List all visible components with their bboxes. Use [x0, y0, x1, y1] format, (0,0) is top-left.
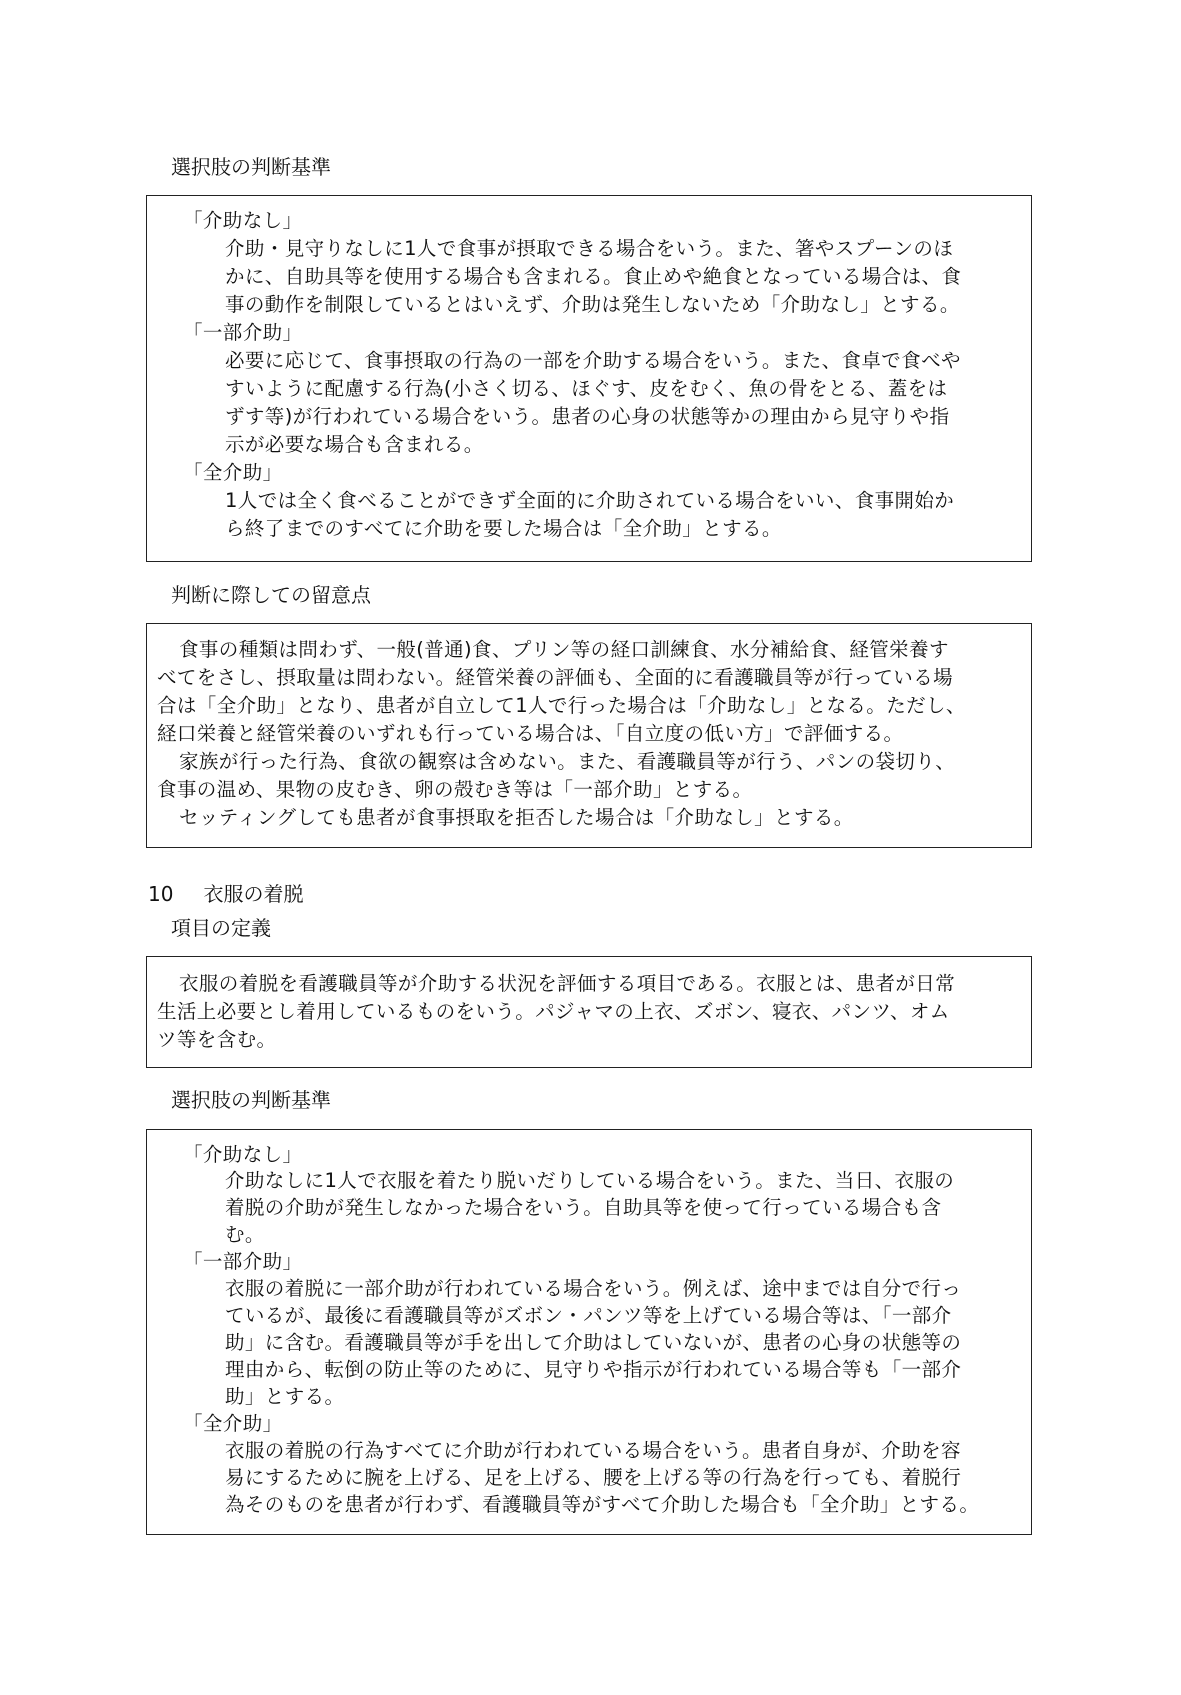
criteria-text: ているが、最後に看護職員等がズボン・パンツ等を上げている場合等は、「一部介	[225, 1304, 952, 1327]
criteria-text: 為そのものを患者が行わず、看護職員等がすべて介助した場合も「全介助」とする。	[225, 1493, 980, 1516]
notes-text: 経口栄養と経管栄養のいずれも行っている場合は、「自立度の低い方」で評価する。	[157, 722, 904, 745]
criteria-text: 介助なしに1人で衣服を着たり脱いだりしている場合をいう。また、当日、衣服の	[225, 1169, 955, 1192]
definition-heading: 項目の定義	[171, 916, 271, 940]
criteria-box-2	[146, 1129, 1032, 1535]
criteria-text: む。	[225, 1223, 265, 1246]
option-label-no-assist: 「介助なし」	[183, 209, 303, 232]
notes-text: 食事の種類は問わず、一般(普通)食、プリン等の経口訓練食、水分補給食、経管栄養す	[179, 638, 949, 661]
criteria-heading-2: 選択肢の判断基準	[171, 1088, 331, 1112]
criteria-text: 着脱の介助が発生しなかった場合をいう。自助具等を使って行っている場合も含	[225, 1196, 942, 1219]
option-label-partial-assist: 「一部介助」	[183, 1250, 303, 1273]
option-label-partial-assist: 「一部介助」	[183, 321, 303, 344]
option-label-full-assist: 「全介助」	[183, 1412, 283, 1435]
criteria-text: すいように配慮する行為(小さく切る、ほぐす、皮をむく、魚の骨をとる、蓋をは	[225, 377, 948, 400]
definition-text: 生活上必要とし着用しているものをいう。パジャマの上衣、ズボン、寝衣、パンツ、オム	[157, 1000, 950, 1023]
option-label-no-assist: 「介助なし」	[183, 1143, 303, 1166]
notes-text: 食事の温め、果物の皮むき、卵の殻むき等は「一部介助」とする。	[157, 778, 753, 801]
criteria-box-1	[146, 195, 1032, 562]
criteria-heading-1: 選択肢の判断基準	[171, 155, 331, 179]
notes-text: 合は「全介助」となり、患者が自立して1人で行った場合は「介助なし」となる。ただし、	[157, 694, 966, 717]
notes-text: べてをさし、摂取量は問わない。経管栄養の評価も、全面的に看護職員等が行っている場	[157, 666, 954, 689]
section-number: 10	[148, 882, 174, 906]
criteria-text: 衣服の着脱に一部介助が行われている場合をいう。例えば、途中までは自分で行っ	[225, 1277, 962, 1300]
section-title	[148, 880, 303, 908]
criteria-text: 理由から、転倒の防止等のために、見守りや指示が行われている場合等も「一部介	[225, 1358, 962, 1381]
criteria-text: 事の動作を制限しているとはいえず、介助は発生しないため「介助なし」とする。	[225, 293, 960, 316]
criteria-text: 示が必要な場合も含まれる。	[225, 433, 484, 456]
notes-text: セッティングしても患者が食事摂取を拒否した場合は「介助なし」とする。	[179, 806, 854, 829]
definition-text: ツ等を含む。	[157, 1028, 277, 1051]
criteria-text: 介助・見守りなしに1人で食事が摂取できる場合をいう。また、箸やスプーンのほ	[225, 237, 954, 260]
criteria-text: 助」に含む。看護職員等が手を出して介助はしていないが、患者の心身の状態等の	[225, 1331, 962, 1354]
option-label-full-assist: 「全介助」	[183, 461, 283, 484]
criteria-text: かに、自助具等を使用する場合も含まれる。食止めや絶食となっている場合は、食	[225, 265, 962, 288]
criteria-text: 必要に応じて、食事摂取の行為の一部を介助する場合をいう。また、食卓で食べや	[225, 349, 961, 372]
definition-box	[146, 956, 1032, 1068]
section-title-text: 衣服の着脱	[203, 882, 304, 906]
criteria-text: 1人では全く食べることができず全面的に介助されている場合をいい、食事開始か	[225, 489, 955, 512]
criteria-text: 易にするために腕を上げる、足を上げる、腰を上げる等の行為を行っても、着脱行	[225, 1466, 962, 1489]
criteria-text: 助」とする。	[225, 1385, 345, 1408]
criteria-text: ずす等)が行われている場合をいう。患者の心身の状態等かの理由から見守りや指	[225, 405, 950, 428]
notes-heading: 判断に際しての留意点	[171, 583, 371, 607]
definition-text: 衣服の着脱を看護職員等が介助する状況を評価する項目である。衣服とは、患者が日常	[179, 972, 956, 995]
notes-text: 家族が行った行為、食欲の観察は含めない。また、看護職員等が行う、パンの袋切り、	[179, 750, 956, 773]
criteria-text: ら終了までのすべてに介助を要した場合は「全介助」とする。	[225, 517, 782, 540]
criteria-text: 衣服の着脱の行為すべてに介助が行われている場合をいう。患者自身が、介助を容	[225, 1439, 961, 1462]
notes-box	[146, 623, 1032, 848]
